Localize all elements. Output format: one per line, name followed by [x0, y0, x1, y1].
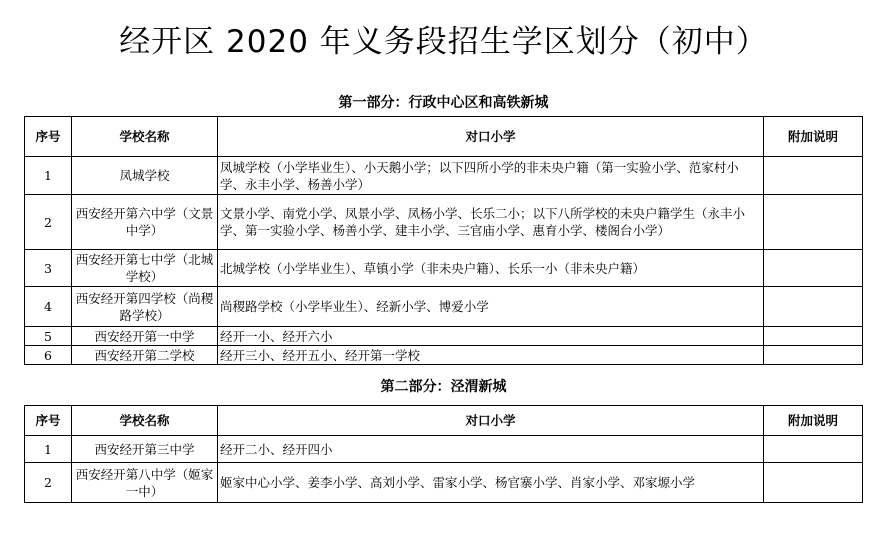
row-note: [764, 195, 863, 250]
row-school-name: 西安经开第二学校: [72, 346, 218, 365]
row-note: [764, 463, 863, 503]
table-row: [25, 195, 863, 250]
row-feeder-schools: 北城学校（小学毕业生）、草镇小学（非未央户籍）、长乐一小（非未央户籍）: [218, 250, 764, 287]
header-note: 附加说明: [764, 117, 863, 157]
row-no: 1: [25, 157, 72, 195]
section-2-title: 第二部分：泾渭新城: [380, 379, 507, 395]
row-note: [764, 250, 863, 287]
row-note: [764, 157, 863, 195]
row-school-name: 西安经开第四学校（尚稷路学校）: [72, 287, 218, 327]
row-feeder-schools: 姬家中心小学、姜李小学、高刘小学、雷家小学、杨官寨小学、肖家小学、邓家塬小学: [218, 463, 764, 503]
row-no: 4: [25, 287, 72, 327]
table-row: [25, 327, 863, 346]
header-feeder-schools: 对口小学: [218, 406, 764, 436]
row-school-name: 西安经开第六中学（文景中学）: [72, 195, 218, 250]
document-title: 经开区 2020 年义务段招生学区划分（初中）: [119, 24, 768, 60]
header-no: 序号: [25, 406, 72, 436]
table-row: [25, 250, 863, 287]
row-no: 2: [25, 195, 72, 250]
row-school-name: 西安经开第七中学（北城学校）: [72, 250, 218, 287]
row-feeder-schools: 经开二小、经开四小: [218, 436, 764, 463]
row-no: 1: [25, 436, 72, 463]
table-row: [25, 346, 863, 365]
table-header-row: [25, 406, 863, 436]
row-note: [764, 346, 863, 365]
table-row: [25, 287, 863, 327]
row-school-name: 西安经开第三中学: [72, 436, 218, 463]
row-feeder-schools: 尚稷路学校（小学毕业生）、经新小学、博爱小学: [218, 287, 764, 327]
header-feeder-schools: 对口小学: [218, 117, 764, 157]
row-feeder-schools: 经开三小、经开五小、经开第一学校: [218, 346, 764, 365]
row-feeder-schools: 经开一小、经开六小: [218, 327, 764, 346]
row-feeder-schools: 凤城学校（小学毕业生）、小天鹅小学；以下四所小学的非未央户籍（第一实验小学、范家村小学、永丰小学、杨善小学）: [218, 157, 764, 195]
row-note: [764, 327, 863, 346]
row-no: 6: [25, 346, 72, 365]
row-no: 2: [25, 463, 72, 503]
row-feeder-schools: 文景小学、南党小学、凤景小学、凤杨小学、长乐二小；以下八所学校的未央户籍学生（永丰小学、第一实验小学、杨善小学、建丰小学、三官庙小学、惠育小学、楼阁台小学）: [218, 195, 764, 250]
section-2-table: [24, 405, 863, 503]
row-no: 3: [25, 250, 72, 287]
row-no: 5: [25, 327, 72, 346]
table-row: [25, 436, 863, 463]
row-school-name: 凤城学校: [72, 157, 218, 195]
row-school-name: 西安经开第一中学: [72, 327, 218, 346]
header-school-name: 学校名称: [72, 117, 218, 157]
row-note: [764, 287, 863, 327]
header-note: 附加说明: [764, 406, 863, 436]
row-school-name: 西安经开第八中学（姬家一中）: [72, 463, 218, 503]
section-1-title: 第一部分：行政中心区和高铁新城: [338, 95, 549, 111]
row-note: [764, 436, 863, 463]
header-school-name: 学校名称: [72, 406, 218, 436]
section-1-table: [24, 116, 863, 365]
table-header-row: [25, 117, 863, 157]
table-row: [25, 463, 863, 503]
table-row: [25, 157, 863, 195]
header-no: 序号: [25, 117, 72, 157]
